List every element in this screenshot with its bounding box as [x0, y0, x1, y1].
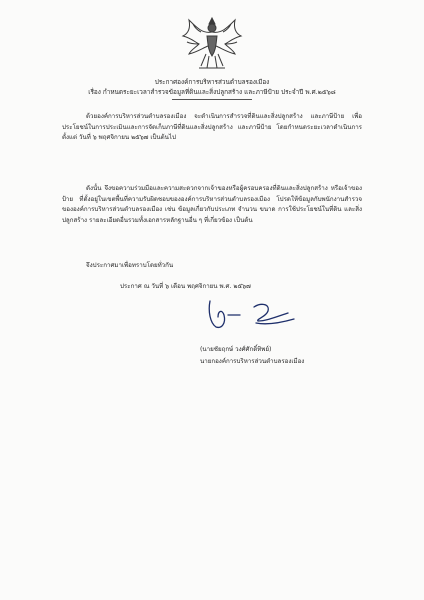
announcement-subject: เรื่อง กำหนดระยะเวลาสำรวจข้อมูลที่ดินและสิ่งปลูกสร้าง และภาษีป้าย ประจำปี พ.ศ.๒๕๖๘ [88, 88, 336, 96]
title-divider [172, 99, 252, 100]
closing-notice: จึงประกาศมาเพื่อทราบโดยทั่วกัน [86, 262, 174, 269]
handwritten-signature [196, 293, 306, 337]
body-paragraph-1: ด้วยองค์การบริหารส่วนตำบลรองเมือง จะดำเนินการสำรวจที่ดินและสิ่งปลูกสร้าง และภาษีป้าย เพื่อประโยชน์ในการประเมินและการจัดเก็บภาษีที่ดินและสิ่งปลูกสร้าง และภาษีป้าย โดยกำหนดระยะเวลาดำเนินการตั้งแต่ วันที่ ๖ พฤศจิกายน ๒๕๖๗ เป็นต้นไป [62, 113, 362, 142]
signatory-position: นายกองค์การบริหารส่วนตำบลรองเมือง [200, 358, 305, 365]
announcement-date: ประกาศ ณ วันที่ ๖ เดือน พฤศจิกายน พ.ศ. ๒๕๖๗ [120, 283, 251, 290]
announcement-org-title: ประกาศองค์การบริหารส่วนตำบลรองเมือง [154, 78, 270, 86]
body-paragraph-2: ดังนั้น จึงขอความร่วมมือและความสะดวกจากเจ้าของหรือผู้ครอบครองที่ดินและสิ่งปลูกสร้าง หรือเจ้าของป้าย ที่ตั้งอยู่ในเขตพื้นที่ความรับผิดชอบขององค์การบริหารส่วนตำบลรองเมือง โปรดให้ข้อมูลกับพนักงานสำรวจขององค์การบริหารส่วนตำบลรองเมือง เช่น ข้อมูลเกี่ยวกับประเภท จำนวน ขนาด การใช้ประโยชน์ในที่ดิน และสิ่งปลูกสร้าง รายละเอียดอื่นรวมทั้งเอกสารหลักฐานอื่น ๆ ที่เกี่ยวข้อง เป็นต้น [62, 185, 362, 224]
garuda-emblem-icon [181, 14, 243, 72]
signatory-name: (นายชัยฤกษ์ วงศ์ศักดิ์ทิพย์) [200, 346, 272, 353]
